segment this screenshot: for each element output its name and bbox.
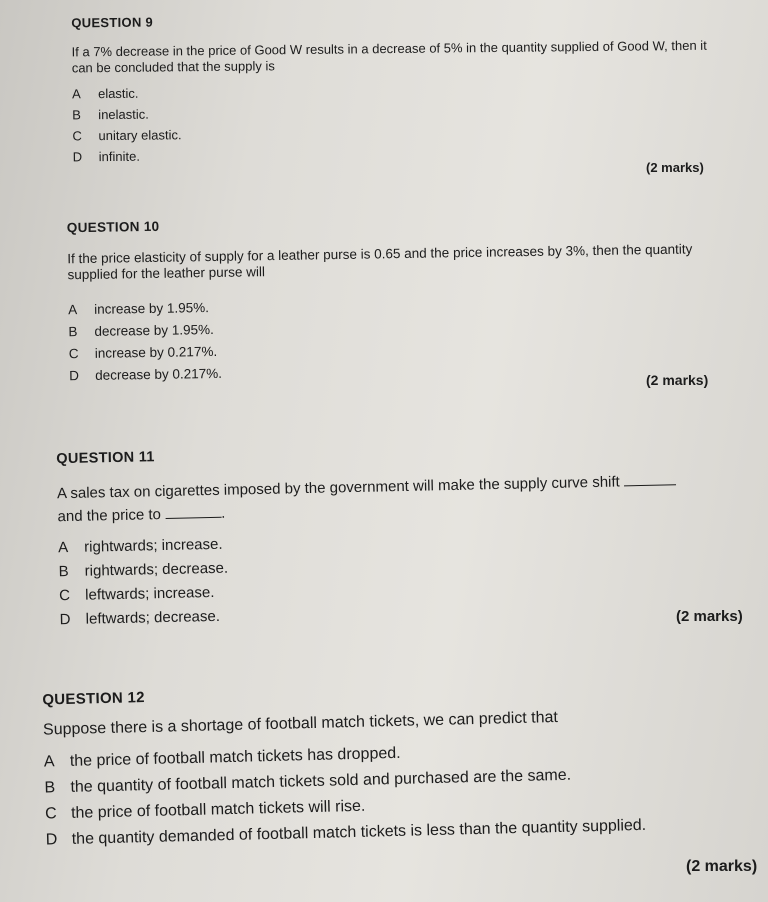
- question-text: Suppose there is a shortage of football match tickets, we can predict that: [42, 708, 559, 739]
- option-letter: D: [72, 149, 83, 165]
- option-letter: A: [71, 86, 81, 102]
- question-12: [42, 674, 746, 853]
- option-letter: D: [59, 610, 71, 629]
- option-letter: B: [68, 324, 78, 340]
- marks-label: (2 marks): [646, 160, 704, 175]
- question-text: If the price elasticity of supply for a leather purse is 0.65 and the price increases by 3%, then the quantity supplied for the leather purse will: [67, 241, 693, 283]
- option-letter: C: [68, 346, 79, 362]
- option-text: the quantity of football match tickets sold and purchased are the same.: [70, 766, 572, 797]
- option-letter: B: [72, 107, 82, 123]
- option-letter: B: [44, 779, 56, 797]
- option-letter: B: [58, 563, 69, 581]
- question-9: [71, 9, 723, 168]
- option-text: elastic.: [97, 85, 139, 102]
- option-letter: C: [44, 805, 57, 823]
- options-list: [44, 733, 746, 854]
- option-text: decrease by 0.217%.: [95, 366, 223, 384]
- answer-blank: [624, 484, 676, 486]
- option-text: increase by 0.217%.: [94, 344, 218, 362]
- option-text: decrease by 1.95%.: [94, 322, 214, 340]
- question-title: QUESTION 9: [71, 14, 154, 31]
- option-letter: C: [59, 586, 71, 605]
- option-text: the price of football match tickets has dropped.: [69, 745, 401, 771]
- options-list: [72, 77, 723, 168]
- option-text: increase by 1.95%.: [94, 300, 210, 318]
- option-text: the price of football match tickets will rise.: [70, 797, 366, 823]
- option-letter: D: [69, 368, 80, 384]
- option-letter: A: [43, 753, 55, 771]
- options-list: [68, 289, 739, 388]
- question-10: [67, 210, 740, 388]
- marks-label: (2 marks): [686, 858, 758, 875]
- option-text: the quantity demanded of football match tickets is less than the quantity supplied.: [71, 817, 647, 849]
- option-text: rightwards; increase.: [84, 535, 223, 556]
- question-text: [57, 469, 748, 528]
- option-text: rightwards; decrease.: [84, 559, 229, 580]
- question-text-end: .: [220, 504, 226, 522]
- answer-blank: [165, 516, 221, 518]
- question-text-part1: A sales tax on cigarettes imposed by the government will make the supply curve shift: [56, 473, 620, 503]
- option-text: infinite.: [98, 148, 140, 165]
- option-letter: C: [72, 128, 82, 144]
- option-text: unitary elastic.: [98, 127, 182, 144]
- option-letter: A: [68, 302, 78, 318]
- question-11: [56, 437, 750, 632]
- question-text-part2: and the price to: [57, 505, 162, 525]
- marks-label: (2 marks): [676, 608, 743, 625]
- marks-label: (2 marks): [646, 372, 709, 388]
- option-text: inelastic.: [98, 106, 149, 123]
- question-text: If a 7% decrease in the price of Good W results in a decrease of 5% in the quantity supplied of Good W, then it can be concluded that the supply is: [71, 37, 707, 75]
- question-title: QUESTION 11: [56, 449, 155, 468]
- option-text: leftwards; increase.: [85, 583, 215, 604]
- option-letter: D: [45, 831, 58, 849]
- option-letter: A: [58, 539, 69, 557]
- options-list: [58, 522, 750, 632]
- question-title: QUESTION 12: [42, 689, 146, 709]
- option-text: leftwards; decrease.: [85, 607, 221, 628]
- question-title: QUESTION 10: [66, 218, 160, 236]
